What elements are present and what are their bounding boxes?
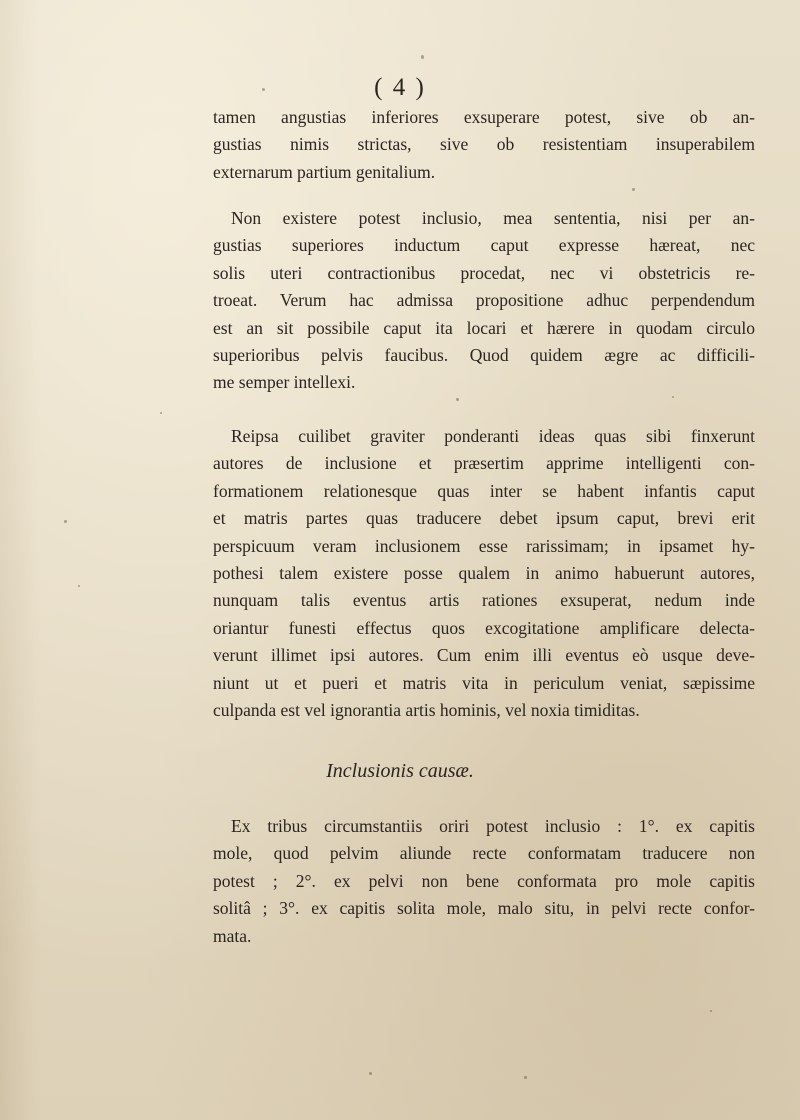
text-line: culpanda est vel ignorantia artis hominis, vel noxia timiditas. — [213, 700, 640, 721]
text-line: potest ; 2°. ex pelvi non bene conformata pro mole capitis — [213, 870, 755, 891]
text-line: solitâ ; 3°. ex capitis solita mole, malo situ, in pelvi recte confor- — [213, 898, 755, 919]
text-line: oriantur funesti effectus quos excogitatione amplificare delecta- — [213, 617, 755, 638]
ink-speck — [369, 1072, 372, 1075]
section-paragraph — [213, 813, 755, 950]
text-line: externarum partium genitalium. — [213, 161, 436, 182]
text-line: Non existere potest inclusio, mea sententia, nisi per an- — [231, 208, 755, 228]
text-line: formationem relationesque quas inter se habent infantis caput — [213, 480, 755, 501]
text-line: mole, quod pelvim aliunde recte conformatam traducere non — [213, 843, 755, 864]
text-line: superioribus pelvis faucibus. Quod quidem ægre ac difficili- — [213, 345, 755, 366]
text-line: tamen angustias inferiores exsuperare potest, sive ob an- — [213, 107, 755, 127]
text-line: me semper intellexi. — [213, 372, 356, 393]
text-line: Ex tribus circumstantiis oriri potest inclusio : 1°. ex capitis — [231, 816, 755, 836]
page-number: ( 4 ) — [374, 74, 426, 101]
text-line: solis uteri contractionibus procedat, nec vi obstetricis re- — [213, 262, 755, 283]
text-line: nunquam talis eventus artis rationes exsuperat, nedum inde — [213, 590, 755, 611]
text-line: mata. — [213, 925, 252, 946]
text-line: troeat. Verum hac admissa propositione adhuc perpendendum — [213, 290, 755, 311]
paragraph-3 — [213, 423, 755, 724]
ink-speck — [632, 188, 635, 191]
ink-speck — [64, 520, 67, 523]
text-line: verunt illimet ipsi autores. Cum enim illi eventus eò usque deve- — [213, 645, 755, 666]
text-line: autores de inclusione et præsertim apprime intelligenti con- — [213, 453, 755, 474]
text-line: et matris partes quas traducere debet ipsum caput, brevi erit — [213, 508, 755, 529]
ink-speck — [524, 1076, 527, 1079]
text-line: perspicuum veram inclusionem esse rarissimam; in ipsamet hy- — [213, 535, 755, 556]
paragraph-1 — [213, 104, 755, 186]
ink-speck — [421, 55, 424, 59]
ink-speck — [456, 398, 459, 401]
paragraph-2 — [213, 205, 755, 397]
ink-speck — [710, 1010, 712, 1012]
text-line: gustias superiores inductum caput expresse hæreat, nec — [213, 235, 755, 256]
section-heading: Inclusionis causæ. — [326, 760, 474, 782]
ink-speck — [78, 585, 80, 587]
text-line: pothesi talem existere posse qualem in animo habuerunt autores, — [213, 563, 755, 584]
ink-speck — [160, 412, 162, 414]
text-line: niunt ut et pueri et matris vita in periculum veniat, sæpissime — [213, 672, 755, 693]
text-line: est an sit possibile caput ita locari et hærere in quodam circulo — [213, 317, 755, 338]
text-line: gustias nimis strictas, sive ob resistentiam insuperabilem — [213, 134, 755, 155]
text-line: Reipsa cuilibet graviter ponderanti ideas quas sibi finxerunt — [231, 426, 755, 446]
